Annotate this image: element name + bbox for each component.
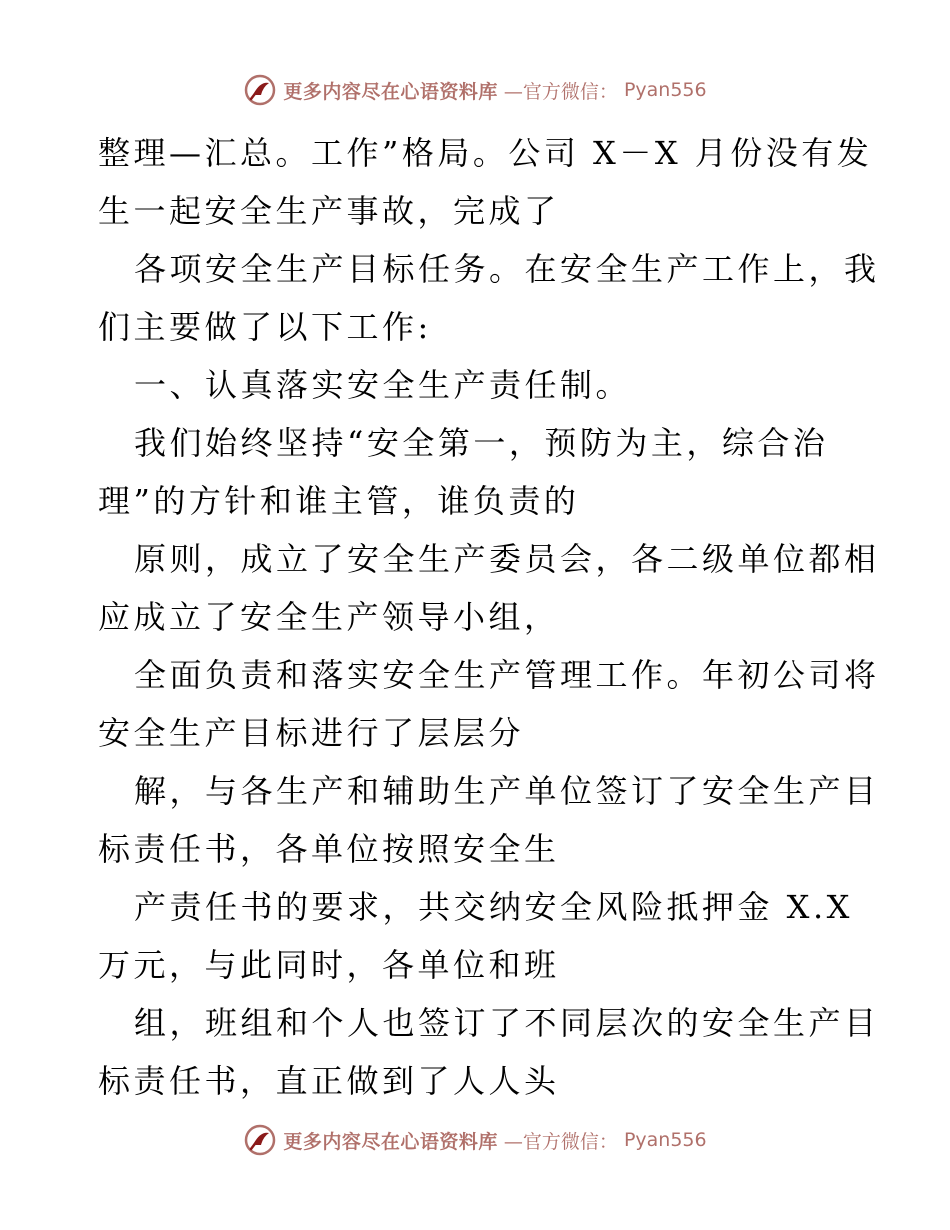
text-line-17: 标责任书，直正做到了人人头 <box>98 1062 560 1100</box>
document-body <box>98 124 880 1110</box>
text-line-16: 组，班组和个人也签订了不同层次的安全生产目 <box>134 1004 880 1042</box>
footer-wechat-id: Pyan556 <box>623 1129 707 1151</box>
banner-separator-text: —官方微信： <box>503 80 618 103</box>
text-line-15: 万元，与此同时，各单位和班 <box>98 946 560 984</box>
banner-wechat-id: Pyan556 <box>623 79 707 101</box>
text-line-10: 全面负责和落实安全生产管理工作。年初公司将 <box>134 656 880 694</box>
text-line-2: 生一起安全生产事故，完成了 <box>98 192 560 230</box>
footer-separator-text: —官方微信： <box>503 1130 618 1153</box>
text-line-13: 标责任书，各单位按照安全生 <box>98 830 560 868</box>
text-line-1: 整理—汇总。工作”格局。公司 X－X 月份没有发 <box>98 134 873 172</box>
text-line-11: 安全生产目标进行了层层分 <box>98 714 525 752</box>
header-banner <box>0 70 950 110</box>
banner-brand-text: 更多内容尽在心语资料库 <box>283 80 498 103</box>
text-line-8: 原则，成立了安全生产委员会，各二级单位都相 <box>134 540 880 578</box>
text-line-12: 解，与各生产和辅助生产单位签订了安全生产目 <box>134 772 880 810</box>
footer-brand-text: 更多内容尽在心语资料库 <box>283 1130 498 1153</box>
section-heading-1: 一、认真落实安全生产责任制。 <box>134 366 632 404</box>
text-line-3: 各项安全生产目标任务。在安全生产工作上，我 <box>134 250 880 288</box>
text-line-14: 产责任书的要求，共交纳安全风险抵押金 X.X <box>134 888 853 926</box>
text-line-7: 理”的方针和谁主管，谁负责的 <box>98 482 580 520</box>
text-line-6: 我们始终坚持“安全第一，预防为主，综合治 <box>134 424 829 462</box>
brand-logo-icon <box>243 1123 277 1157</box>
text-line-9: 应成立了安全生产领导小组， <box>98 598 560 636</box>
footer-banner <box>0 1120 950 1160</box>
text-line-4: 们主要做了以下工作: <box>98 308 432 346</box>
brand-logo-icon <box>243 73 277 107</box>
